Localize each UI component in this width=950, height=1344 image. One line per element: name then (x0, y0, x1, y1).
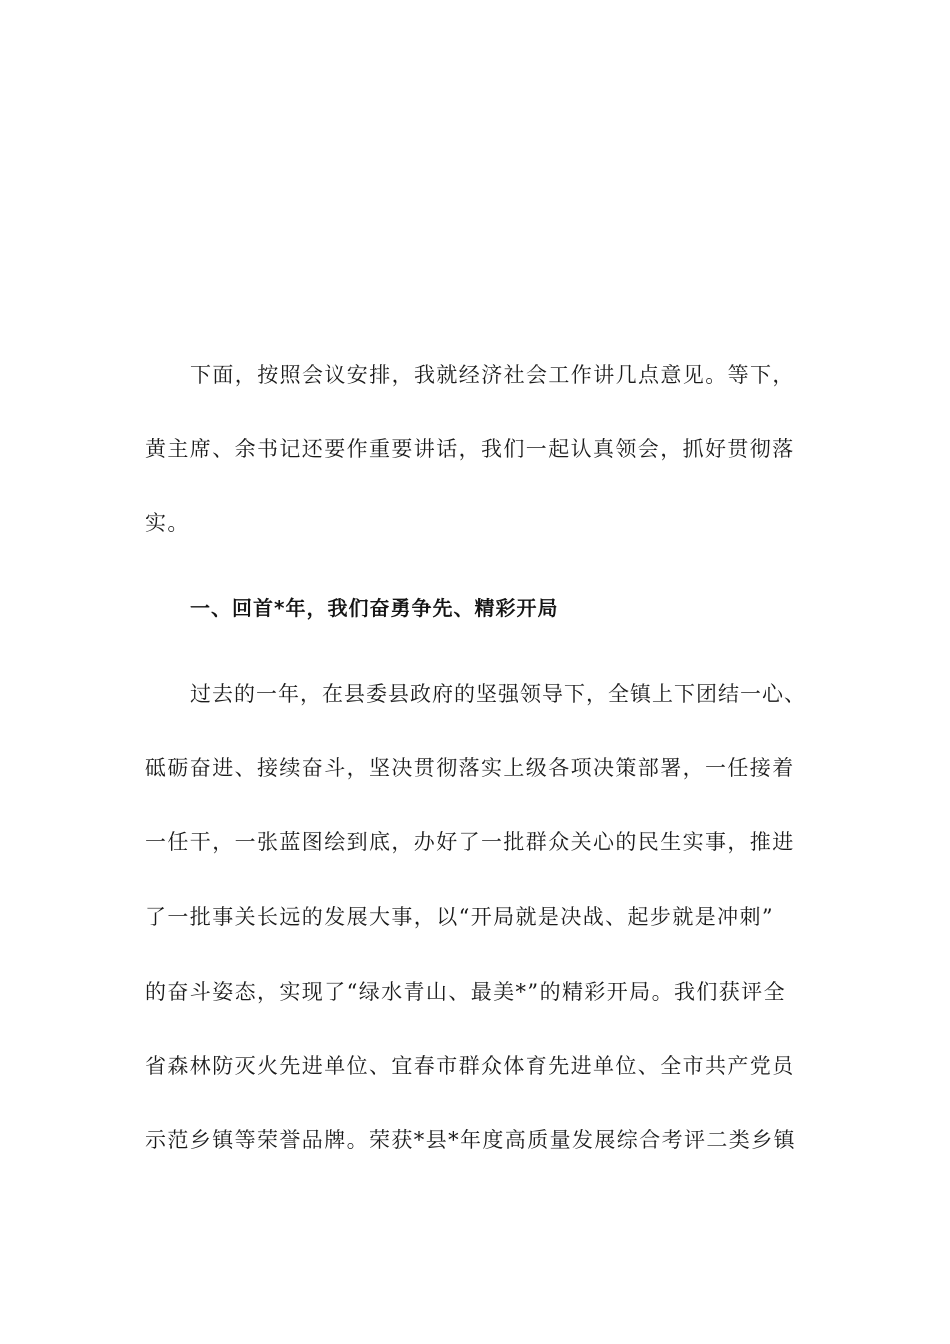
document-title-line-1 (100, 137, 850, 173)
body-paragraph-line: 一任干，一张蓝图绘到底，办好了一批群众关心的民生实事，推进 (145, 830, 795, 854)
section-heading: 一、回首*年，我们奋勇争先、精彩开局 (190, 596, 559, 620)
intro-paragraph-line: 黄主席、余书记还要作重要讲话，我们一起认真领会，抓好贯彻落 (145, 437, 795, 461)
body-paragraph-line: 示范乡镇等荣誉品牌。荣获*县*年度高质量发展综合考评二类乡镇 (145, 1128, 796, 1152)
body-paragraph-line: 了一批事关长远的发展大事，以“开局就是决战、起步就是冲刺” (145, 905, 775, 929)
intro-paragraph-line: 下面，按照会议安排，我就经济社会工作讲几点意见。等下， (190, 363, 795, 387)
body-paragraph-line: 砥砺奋进、接续奋斗，坚决贯彻落实上级各项决策部署，一任接着 (145, 756, 795, 780)
body-paragraph-line: 的奋斗姿态，实现了“绿水青山、最美*”的精彩开局。我们获评全 (145, 980, 786, 1004)
body-paragraph-line: 过去的一年，在县委县政府的坚强领导下，全镇上下团结一心、 (190, 682, 806, 706)
document-title-line-2 (100, 209, 850, 245)
body-paragraph-line: 省森林防灭火先进单位、宜春市群众体育先进单位、全市共产党员 (145, 1054, 795, 1078)
intro-paragraph-line: 实。 (145, 511, 190, 535)
